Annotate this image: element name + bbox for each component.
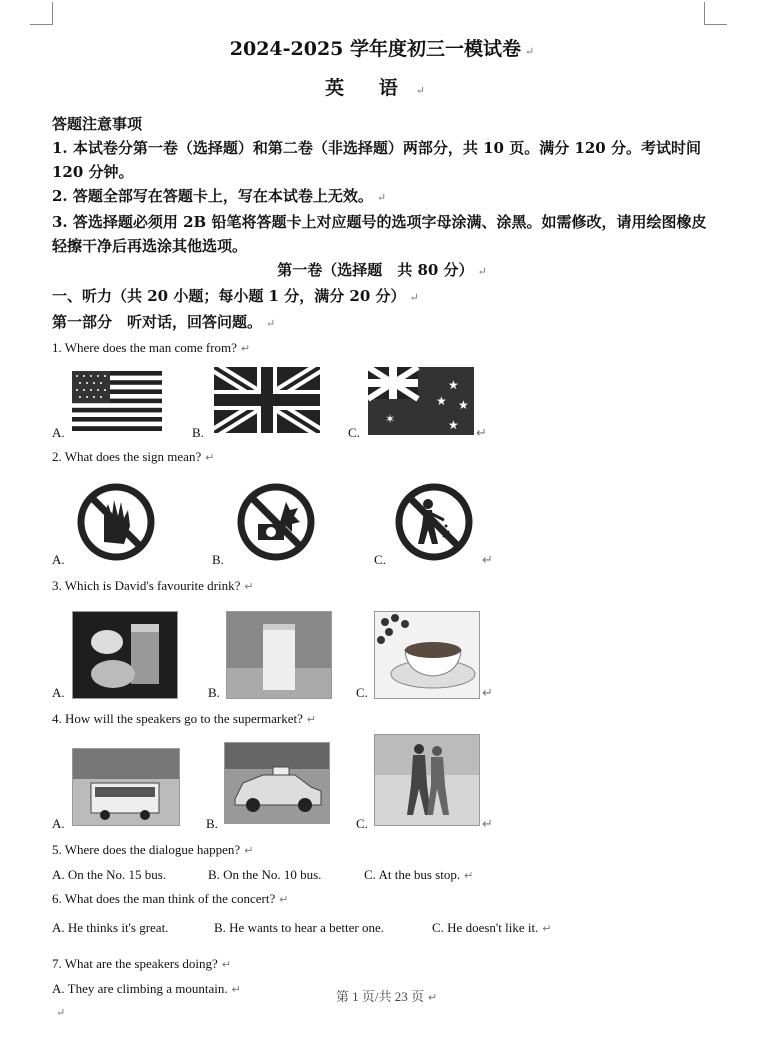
option-c-label: C. (356, 685, 368, 700)
option-b-label: B. (212, 552, 224, 567)
corner-mark-right (704, 2, 727, 25)
svg-text:★: ★ (436, 394, 447, 408)
exam-subject: 英 语 ↵ (325, 77, 439, 99)
option-b-label: B. (208, 685, 220, 700)
exam-title: 2024-2025 学年度初三一模试卷 ↵ (229, 38, 535, 60)
option-b: B. He wants to hear a better one. (214, 920, 385, 935)
question-4: 4. How will the speakers go to the supermarket? ↵ (52, 711, 317, 726)
svg-text:✶: ✶ (385, 412, 396, 426)
notice-item-3: 3. 答选择题必须用 2B 铅笔将答题卡上对应题号的选项字母涂满、涂黑。如需修改，请用绘图橡皮轻擦干净后再选涂其他选项。 (52, 213, 707, 255)
question-7: 7. What are the speakers doing? ↵ (52, 956, 232, 971)
option-a-label: A. (52, 552, 65, 567)
option-c: C. At the bus stop. ↵ (364, 867, 474, 882)
para-mark: ↵ (482, 552, 493, 567)
option-a: A. On the No. 15 bus. (52, 867, 167, 882)
question-6: 6. What does the man think of the concert? ↵ (52, 891, 289, 906)
australia-flag-image (368, 367, 474, 435)
question-3: 3. Which is David's favourite drink? ↵ (52, 578, 254, 593)
page-footer: 第 1 页/共 23 页 ↵ (335, 989, 438, 1004)
svg-text:★: ★ (448, 418, 459, 432)
option-b: B. On the No. 10 bus. (208, 867, 322, 882)
walking-people-photo (374, 734, 480, 826)
corner-mark-left (30, 2, 53, 25)
question-7-option-a: A. They are climbing a mountain. ↵ (52, 981, 241, 996)
option-c-label: C. (374, 552, 386, 567)
question-3-options (52, 599, 712, 707)
option-a-label: A. (52, 425, 65, 440)
question-1: 1. Where does the man come from? ↵ (52, 340, 251, 355)
bus-photo (72, 748, 180, 826)
para-mark: ↵ (56, 1006, 66, 1019)
question-1-options (52, 361, 712, 445)
part-one-heading: 第一部分 听对话，回答问题。 ↵ (52, 313, 276, 331)
no-touching-sign (76, 482, 156, 562)
para-mark: ↵ (482, 816, 493, 831)
milk-glass-photo (226, 611, 332, 699)
volume-heading: 第一卷（选择题 共 80 分） ↵ (277, 261, 487, 279)
notice-item-2: 2. 答题全部写在答题卡上，写在本试卷上无效。 ↵ (52, 187, 387, 205)
option-b-label: B. (206, 816, 218, 831)
question-6-options (52, 912, 712, 952)
exam-page (52, 34, 712, 1002)
option-c-label: C. (348, 425, 360, 440)
question-2-options (52, 470, 712, 574)
uk-flag-image (214, 367, 320, 433)
question-2: 2. What does the sign mean? ↵ (52, 449, 215, 464)
notice-item-1: 1. 本试卷分第一卷（选择题）和第二卷（非选择题）两部分，共 10 页。满分 120 分。考试时间 120 分钟。 (52, 139, 701, 181)
option-b-label: B. (192, 425, 204, 440)
question-4-options (52, 732, 712, 838)
svg-text:★: ★ (458, 398, 469, 412)
listening-heading: 一、听力（共 20 小题；每小题 1 分，满分 20 分） ↵ (52, 287, 419, 305)
no-flash-photography-sign (236, 482, 316, 562)
option-a-label: A. (52, 816, 65, 831)
option-c: C. He doesn't like it. ↵ (432, 920, 552, 935)
question-5-options (52, 863, 712, 887)
orange-juice-photo (72, 611, 178, 699)
us-flag-image (72, 371, 162, 431)
option-a-label: A. (52, 685, 65, 700)
option-c-label: C. (356, 816, 368, 831)
no-littering-sign (394, 482, 474, 562)
question-5: 5. Where does the dialogue happen? ↵ (52, 842, 254, 857)
para-mark: ↵ (476, 425, 487, 440)
taxi-photo (224, 742, 330, 824)
svg-text:★: ★ (448, 378, 459, 392)
option-a: A. He thinks it's great. (52, 920, 169, 935)
notice-heading: 答题注意事项 (52, 115, 143, 133)
para-mark: ↵ (482, 685, 493, 700)
coffee-cup-photo (374, 611, 480, 699)
